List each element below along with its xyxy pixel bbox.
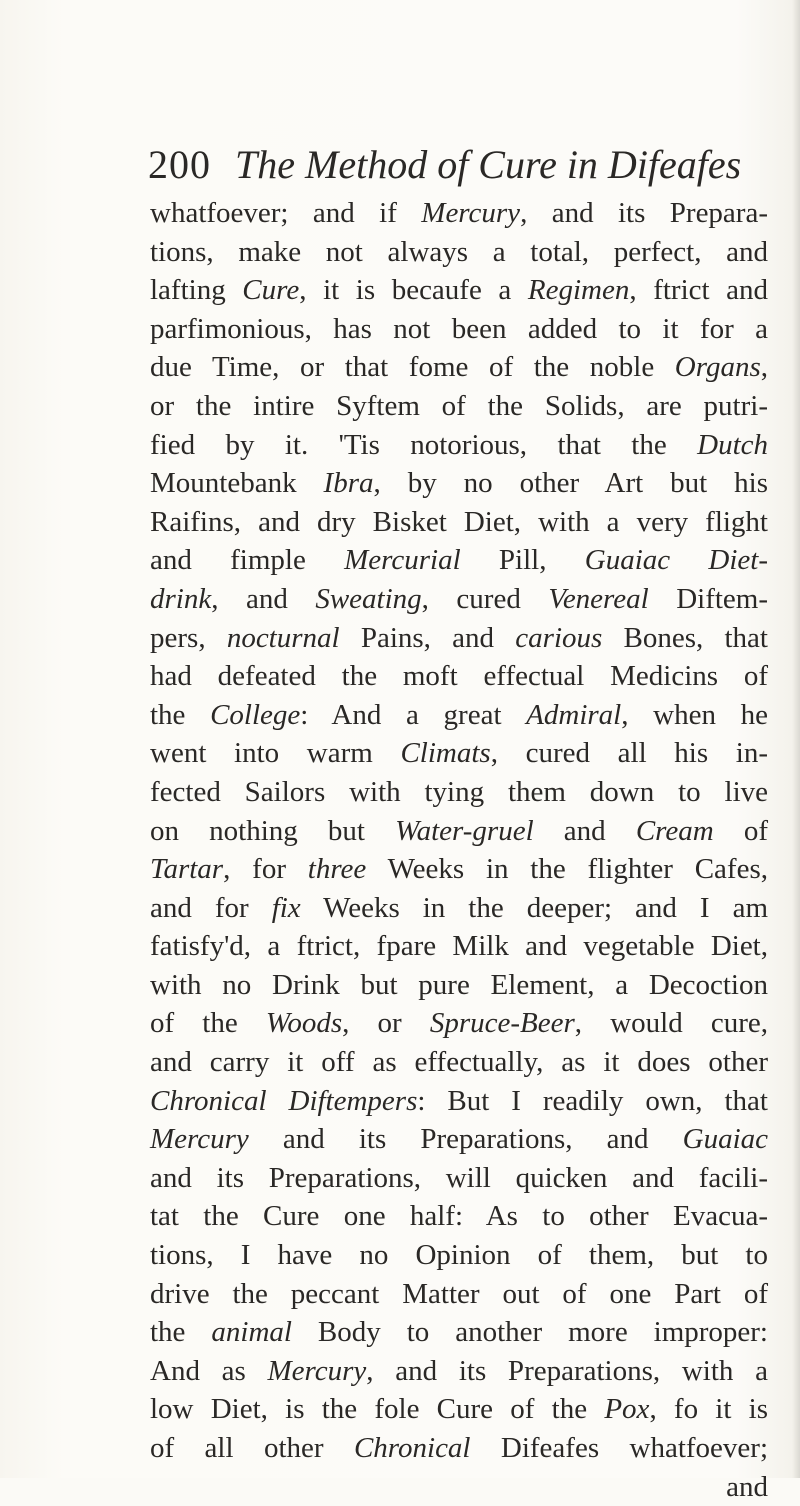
text-line	[150, 426, 768, 465]
text-segment: the	[150, 698, 211, 731]
italic-text-segment: Dutch	[697, 428, 768, 461]
text-segment: , or	[342, 1007, 430, 1040]
text-segment: low Diet, is the fole Cure of the	[150, 1393, 605, 1426]
text-line	[150, 734, 768, 773]
text-segment: and fimple	[150, 544, 345, 577]
text-line	[150, 310, 768, 349]
text-segment: Diftem-	[648, 582, 768, 615]
text-segment: tions, I have no Opinion of them, but to	[150, 1239, 768, 1272]
text-segment: and	[726, 1470, 768, 1503]
text-segment: , and its Preparations, with a	[366, 1354, 768, 1387]
text-segment: tat the Cure one half: As to other Evacua-	[150, 1200, 768, 1233]
italic-text-segment: Sweating	[315, 582, 422, 615]
text-line	[150, 1236, 768, 1275]
text-line	[150, 1352, 768, 1391]
text-segment: and carry it off as effectually, as it does other	[150, 1046, 768, 1079]
text-line	[150, 1082, 768, 1121]
text-line	[150, 464, 768, 503]
text-segment: Pains, and	[339, 621, 516, 654]
text-line	[150, 541, 768, 580]
text-segment: due Time, or that fome of the noble	[150, 351, 675, 384]
text-line	[150, 850, 768, 889]
text-line	[150, 1159, 768, 1198]
text-line	[150, 1197, 768, 1236]
italic-text-segment: Spruce-Beer	[429, 1007, 575, 1040]
italic-text-segment: animal	[211, 1316, 292, 1349]
italic-text-segment: Mercury	[267, 1354, 367, 1387]
text-segment: , for	[223, 853, 308, 886]
italic-text-segment: Guaiac Diet-	[584, 544, 768, 577]
text-segment: lafting	[150, 274, 243, 307]
text-segment: of	[713, 814, 768, 847]
text-segment: fied by it. 'Tis notorious, that the	[150, 428, 698, 461]
text-segment: or the intire Syftem of the Solids, are putri-	[150, 389, 768, 422]
text-segment: Mountebank	[150, 467, 324, 500]
text-segment: pers,	[150, 621, 227, 654]
italic-text-segment: fix	[271, 891, 301, 924]
text-segment: of the	[150, 1007, 266, 1040]
text-segment: and	[533, 814, 636, 847]
italic-text-segment: Cure	[242, 274, 300, 307]
text-segment: , cured	[421, 582, 549, 615]
text-segment: fatisfy'd, a ftrict, fpare Milk and vegetable Diet,	[150, 930, 768, 963]
italic-text-segment: Mercury	[421, 197, 521, 229]
italic-text-segment: Tartar	[150, 853, 224, 886]
italic-text-segment: Ibra	[323, 467, 374, 500]
text-line	[150, 580, 768, 619]
text-segment: , ftrict and	[629, 274, 769, 307]
text-segment: and its Preparations, will quicken and facili-	[150, 1161, 768, 1194]
text-line	[150, 812, 768, 851]
text-line	[150, 194, 768, 233]
italic-text-segment: Chronical	[353, 1432, 471, 1464]
italic-text-segment: carious	[515, 621, 603, 654]
page-header	[148, 143, 788, 187]
text-segment: , and its Prepara-	[520, 197, 768, 229]
italic-text-segment: Venereal	[548, 582, 649, 615]
page-edge-shadow	[792, 0, 800, 1478]
text-line	[150, 1468, 768, 1506]
text-segment: Raifins, and dry Bisket Diet, with a very flight	[150, 505, 768, 538]
italic-text-segment: nocturnal	[226, 621, 340, 654]
text-segment: the	[150, 1316, 212, 1349]
text-line	[150, 773, 768, 812]
italic-text-segment: Regimen	[527, 274, 630, 307]
text-segment: Weeks in the deeper; and I am	[300, 891, 769, 924]
italic-text-segment: Admiral	[526, 698, 622, 731]
text-segment: Pill,	[460, 544, 585, 577]
text-segment: Bones, that	[602, 621, 768, 654]
italic-text-segment: Water-gruel	[395, 814, 534, 847]
text-line	[150, 657, 768, 696]
italic-text-segment: Guaiac	[682, 1123, 768, 1156]
italic-text-segment: Pox	[604, 1393, 650, 1426]
text-segment: drive the peccant Matter out of one Part of	[150, 1277, 768, 1310]
text-line	[150, 927, 768, 966]
italic-text-segment: Organs	[674, 351, 761, 384]
italic-text-segment: College	[210, 698, 301, 731]
text-segment: , fo it is	[649, 1393, 768, 1426]
running-title: The Method of Cure in Difeafes	[235, 142, 742, 187]
text-line	[150, 233, 768, 272]
text-segment: Difeafes whatfoever;	[470, 1432, 769, 1464]
italic-text-segment: Cream	[635, 814, 714, 847]
text-segment: and for	[150, 891, 272, 924]
text-line	[150, 1429, 768, 1468]
text-segment: ,	[760, 351, 768, 384]
italic-text-segment: drink	[150, 582, 212, 615]
text-line	[150, 1390, 768, 1429]
text-line	[150, 1313, 768, 1352]
text-segment: , cured all his in-	[490, 737, 769, 770]
text-segment: tions, make not always a total, perfect, and	[150, 235, 768, 268]
text-segment: , and	[211, 582, 316, 615]
page-number: 200	[148, 142, 211, 187]
italic-text-segment: Mercurial	[344, 544, 461, 577]
text-segment: fected Sailors with tying them down to live	[150, 775, 768, 808]
text-line	[150, 1043, 768, 1082]
italic-text-segment: Mercury	[150, 1123, 249, 1156]
text-line	[150, 1275, 768, 1314]
text-segment: Weeks in the flighter Cafes,	[366, 853, 768, 886]
text-line	[150, 503, 768, 542]
italic-text-segment: Chronical Diftempers	[150, 1084, 418, 1117]
text-segment: , would cure,	[574, 1007, 768, 1040]
text-segment: parfimonious, has not been added to it for a	[150, 312, 768, 345]
text-segment: whatfoever; and if	[150, 197, 422, 229]
text-segment: And as	[150, 1354, 268, 1387]
text-segment: on nothing but	[150, 814, 396, 847]
text-segment: and its Preparations, and	[248, 1123, 683, 1156]
italic-text-segment: three	[307, 853, 367, 886]
text-line	[150, 1004, 768, 1043]
text-segment: , it is becaufe a	[299, 274, 528, 307]
text-line	[150, 966, 768, 1005]
text-segment: with no Drink but pure Element, a Decoction	[150, 968, 768, 1001]
italic-text-segment: Climats	[400, 737, 491, 770]
text-segment: : But I readily own, that	[417, 1084, 768, 1117]
text-line	[150, 271, 768, 310]
text-segment: Body to another more improper:	[291, 1316, 768, 1349]
text-line	[150, 619, 768, 658]
body-text	[150, 194, 768, 1506]
text-segment: of all other	[150, 1432, 354, 1464]
text-segment: , when he	[621, 698, 768, 731]
text-segment: : And a great	[300, 698, 527, 731]
text-line	[150, 696, 768, 735]
text-line	[150, 889, 768, 928]
text-segment: went into warm	[150, 737, 401, 770]
text-line	[150, 387, 768, 426]
text-line	[150, 348, 768, 387]
text-segment: , by no other Art but his	[373, 467, 768, 500]
text-line	[150, 1120, 768, 1159]
italic-text-segment: Woods	[265, 1007, 343, 1040]
text-segment: had defeated the moft effectual Medicins of	[150, 660, 768, 693]
